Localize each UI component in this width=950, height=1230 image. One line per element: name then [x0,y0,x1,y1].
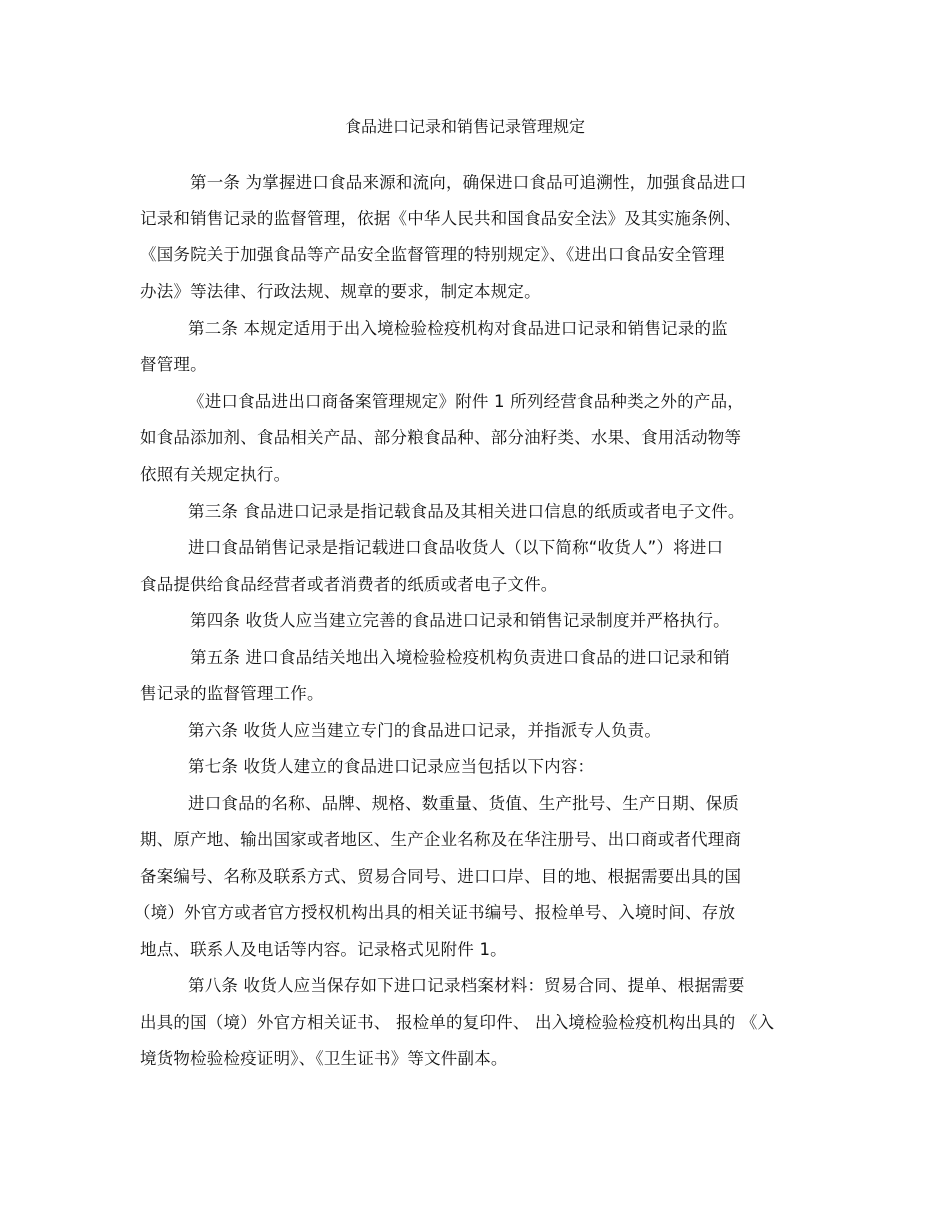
text-line: 《进口食品进出口商备案管理规定》附件 1 所列经营食品种类之外的产品， [188,392,744,411]
text-line: 第八条 收货人应当保存如下进口记录档案材料：贸易合同、提单、根据需要 [188,976,745,995]
text-line: （境）外官方或者官方授权机构出具的相关证书编号、报检单号、入境时间、存放 [134,903,736,922]
text-line: 地点、联系人及电话等内容。记录格式见附件 1。 [140,940,507,959]
text-line: 进口食品销售记录是指记载进口食品收货人（以下简称“收货人”）将进口 [188,538,724,557]
text-line: 出具的国（境）外官方相关证书、 报检单的复印件、 出入境检验检疫机构出具的 《入 [140,1013,775,1032]
text-line: 第四条 收货人应当建立完善的食品进口记录和销售记录制度并严格执行。 [190,611,730,630]
text-line: 依照有关规定执行。 [140,465,291,484]
text-line: 第五条 进口食品结关地出入境检验检疫机构负责进口食品的进口记录和销 [190,648,730,667]
text-line: 办法》等法律、行政法规、规章的要求，制定本规定。 [140,282,541,301]
text-line: 第三条 食品进口记录是指记载食品及其相关进口信息的纸质或者电子文件。 [188,502,745,521]
text-line: 第七条 收货人建立的食品进口记录应当包括以下内容： [188,757,595,776]
text-line: 如食品添加剂、食品相关产品、部分粮食品种、部分油籽类、水果、食用活动物等 [140,428,742,447]
text-line: 第六条 收货人应当建立专门的食品进口记录，并指派专人负责。 [188,721,662,740]
text-line: 食品提供给食品经营者或者消费者的纸质或者电子文件。 [140,575,558,594]
text-line: 第二条 本规定适用于出入境检验检疫机构对食品进口记录和销售记录的监 [188,319,728,338]
text-line: 境货物检验检疫证明》、《卫生证书》等文件副本。 [140,1049,508,1068]
text-line: 进口食品的名称、品牌、规格、数重量、货值、生产批号、生产日期、保质 [188,794,740,813]
text-line: 第一条 为掌握进口食品来源和流向，确保进口食品可追溯性，加强食品进口 [190,173,747,192]
text-line: 督管理。 [140,355,207,374]
text-line: 备案编号、名称及联系方式、贸易合同号、进口口岸、目的地、根据需要出具的国 [140,867,742,886]
text-line: 售记录的监督管理工作。 [140,684,324,703]
document-title: 食品进口记录和销售记录管理规定 [344,117,585,136]
text-line: 期、原产地、输出国家或者地区、生产企业名称及在华注册号、出口商或者代理商 [140,830,742,849]
text-line: 《国务院关于加强食品等产品安全监督管理的特别规定》、《进出口食品安全管理 [140,245,725,264]
text-line: 记录和销售记录的监督管理，依据《中华人民共和国食品安全法》及其实施条例、 [140,209,742,228]
